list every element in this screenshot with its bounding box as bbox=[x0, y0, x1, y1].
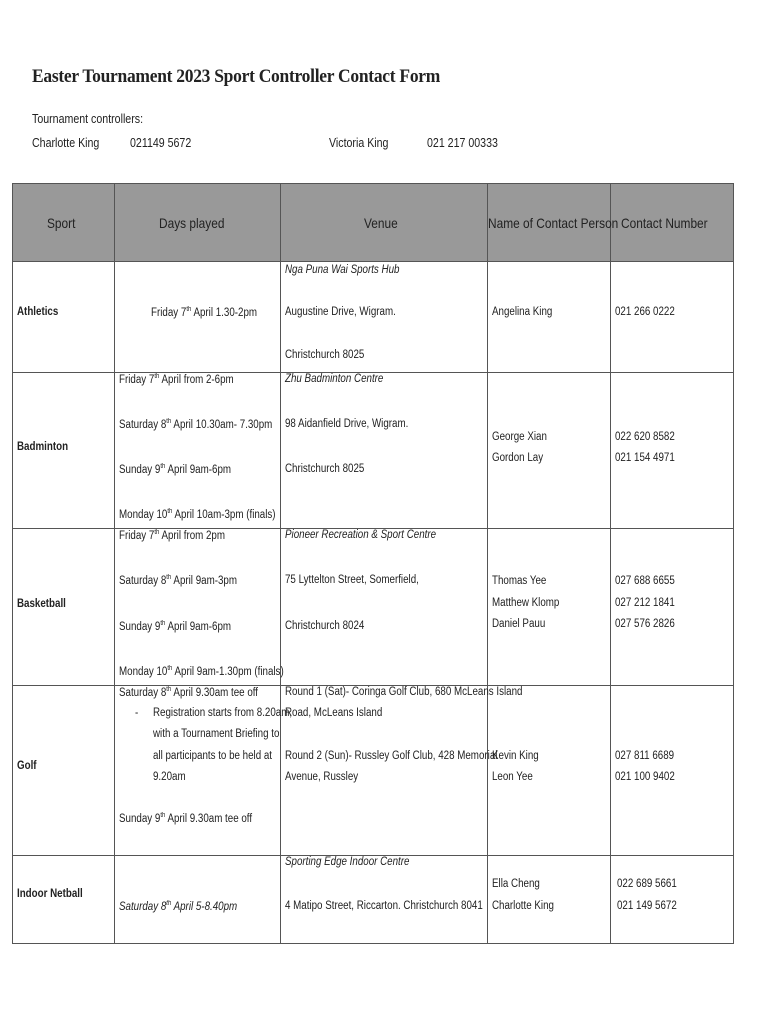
days-played: Saturday 8th April 5-8.40pm bbox=[119, 900, 238, 913]
venue-address: 75 Lyttelton Street, Somerfield, bbox=[285, 574, 419, 586]
days-played: Sunday 9th April 9.30am tee off bbox=[119, 812, 253, 825]
controller-name: Charlotte King bbox=[32, 136, 100, 150]
golf-note: Registration starts from 8.20am, bbox=[153, 707, 293, 719]
contact-number: 021 149 5672 bbox=[617, 900, 677, 912]
contact-number: 021 100 9402 bbox=[615, 771, 675, 783]
days-played: Saturday 8th April 9.30am tee off bbox=[119, 686, 259, 699]
table-header-row bbox=[13, 184, 734, 262]
contact-number: 027 688 6655 bbox=[615, 575, 675, 587]
sport-name: Basketball bbox=[17, 598, 66, 610]
sport-name: Athletics bbox=[17, 306, 59, 318]
venue-address: Road, McLeans Island bbox=[285, 707, 383, 719]
venue-address: 98 Aidanfield Drive, Wigram. bbox=[285, 418, 409, 430]
venue-city: Christchurch 8025 bbox=[285, 463, 365, 475]
days-played: Friday 7th April from 2-6pm bbox=[119, 373, 234, 386]
venue-address: Round 1 (Sat)- Coringa Golf Club, 680 McLeans Island bbox=[285, 686, 523, 698]
contact-number: 021 266 0222 bbox=[615, 306, 675, 318]
days-played: Saturday 8th April 9am-3pm bbox=[119, 574, 237, 587]
contact-person: George Xian bbox=[492, 431, 547, 443]
contact-person: Ella Cheng bbox=[492, 878, 540, 890]
page-title: Easter Tournament 2023 Sport Controller Contact Form bbox=[32, 66, 441, 87]
golf-note: with a Tournament Briefing to bbox=[153, 728, 280, 740]
controller-name: Victoria King bbox=[329, 136, 389, 150]
header-sport: Sport bbox=[13, 184, 115, 262]
controller-phone: 021149 5672 bbox=[130, 136, 192, 150]
golf-note: all participants to be held at bbox=[153, 750, 273, 762]
header-days: Days played bbox=[115, 184, 281, 262]
venue-address: Avenue, Russley bbox=[285, 771, 359, 783]
contact-person: Charlotte King bbox=[492, 900, 554, 912]
days-played: Monday 10th April 10am-3pm (finals) bbox=[119, 508, 276, 521]
venue-name: Nga Puna Wai Sports Hub bbox=[285, 264, 400, 276]
header-contact-number: Contact Number bbox=[611, 184, 734, 262]
contact-person: Kevin King bbox=[492, 750, 539, 762]
contact-number: 022 620 8582 bbox=[615, 431, 675, 443]
contact-number: 022 689 5661 bbox=[617, 878, 677, 890]
golf-note: 9.20am bbox=[153, 771, 186, 783]
table-row bbox=[13, 262, 734, 373]
venue-address: 4 Matipo Street, Riccarton. Christchurch 8041 bbox=[285, 900, 483, 912]
header-contact-person: Name of Contact Person bbox=[488, 184, 611, 262]
days-played: Sunday 9th April 9am-6pm bbox=[119, 463, 232, 476]
contact-number: 027 212 1841 bbox=[615, 597, 675, 609]
days-played: Monday 10th April 9am-1.30pm (finals) bbox=[119, 665, 284, 678]
contact-person: Matthew Klomp bbox=[492, 597, 560, 609]
venue-address: Round 2 (Sun)- Russley Golf Club, 428 Memorial bbox=[285, 750, 498, 762]
days-played: Saturday 8th April 10.30am- 7.30pm bbox=[119, 418, 273, 431]
contact-number: 027 576 2826 bbox=[615, 618, 675, 630]
venue-city: Christchurch 8025 bbox=[285, 349, 365, 361]
controller-phone: 021 217 00333 bbox=[427, 136, 498, 150]
contact-person: Leon Yee bbox=[492, 771, 533, 783]
table-row bbox=[13, 856, 734, 944]
sport-name: Golf bbox=[17, 760, 37, 772]
venue-address: Augustine Drive, Wigram. bbox=[285, 306, 396, 318]
bullet-dash: - bbox=[135, 707, 139, 719]
contact-person: Thomas Yee bbox=[492, 575, 547, 587]
header-venue: Venue bbox=[281, 184, 488, 262]
table-row bbox=[13, 529, 734, 686]
contact-number: 027 811 6689 bbox=[615, 750, 675, 762]
venue-name: Sporting Edge Indoor Centre bbox=[285, 856, 410, 868]
sport-name: Badminton bbox=[17, 441, 69, 453]
days-played: Friday 7th April 1.30-2pm bbox=[151, 306, 258, 319]
contact-person: Daniel Pauu bbox=[492, 618, 546, 630]
table-row bbox=[13, 686, 734, 856]
sport-name: Indoor Netball bbox=[17, 888, 83, 900]
controllers-label: Tournament controllers: bbox=[32, 112, 144, 126]
venue-name: Zhu Badminton Centre bbox=[285, 373, 384, 385]
contact-person: Angelina King bbox=[492, 306, 553, 318]
venue-city: Christchurch 8024 bbox=[285, 620, 365, 632]
contact-person: Gordon Lay bbox=[492, 452, 544, 464]
venue-name: Pioneer Recreation & Sport Centre bbox=[285, 529, 437, 541]
contact-table bbox=[12, 183, 734, 944]
days-played: Friday 7th April from 2pm bbox=[119, 529, 226, 542]
table-row bbox=[13, 373, 734, 529]
contact-number: 021 154 4971 bbox=[615, 452, 675, 464]
days-played: Sunday 9th April 9am-6pm bbox=[119, 620, 232, 633]
